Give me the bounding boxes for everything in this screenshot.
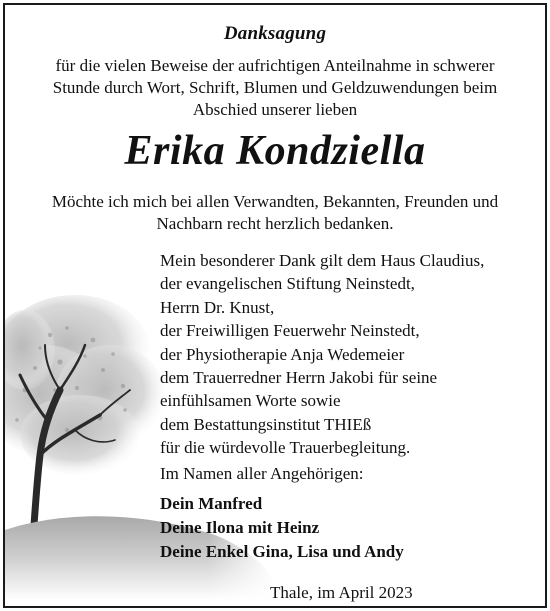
- signer: Deine Ilona mit Heinz: [160, 518, 320, 537]
- special-thanks-line: für die würdevolle Trauerbegleitung.: [160, 438, 411, 458]
- deceased-name: Erika Kondziella: [124, 128, 426, 174]
- on-behalf-line: Im Namen aller Angehörigen:: [160, 464, 364, 483]
- notice-heading: Danksagung: [223, 23, 327, 44]
- special-thanks-list: [160, 249, 484, 460]
- place-date: Thale, im April 2023: [270, 583, 413, 602]
- signer: Deine Enkel Gina, Lisa und Andy: [160, 542, 404, 561]
- special-thanks-line: dem Bestattungsinstitut THIEß: [160, 414, 372, 434]
- special-thanks-line: Herrn Dr. Knust,: [160, 297, 275, 317]
- intro-line: Abschied unserer lieben: [192, 100, 358, 119]
- special-thanks-line: der evangelischen Stiftung Neinstedt,: [160, 274, 415, 294]
- signer: Dein Manfred: [160, 494, 263, 513]
- intro-line: Stunde durch Wort, Schrift, Blumen und Geldzuwendungen beim: [52, 78, 498, 97]
- special-thanks-line: dem Trauerredner Herrn Jakobi für seine: [160, 368, 438, 388]
- obituary-notice: [3, 3, 547, 608]
- intro-line: für die vielen Beweise der aufrichtigen Anteilnahme in schwerer: [55, 56, 495, 75]
- special-thanks-line: einfühlsamen Worte sowie: [160, 391, 341, 411]
- special-thanks-line: der Physiotherapie Anja Wedemeier: [160, 344, 405, 364]
- signers-list: [160, 492, 404, 564]
- special-thanks-line: der Freiwilligen Feuerwehr Neinstedt,: [160, 321, 420, 341]
- thanks-line: Nachbarn recht herzlich bedanken.: [156, 214, 394, 233]
- thanks-line: Möchte ich mich bei allen Verwandten, Bekannten, Freunden und: [51, 192, 499, 211]
- special-thanks-line: Mein besonderer Dank gilt dem Haus Claudius,: [160, 251, 485, 270]
- intro-text: [5, 55, 545, 121]
- thanks-text: [5, 191, 545, 235]
